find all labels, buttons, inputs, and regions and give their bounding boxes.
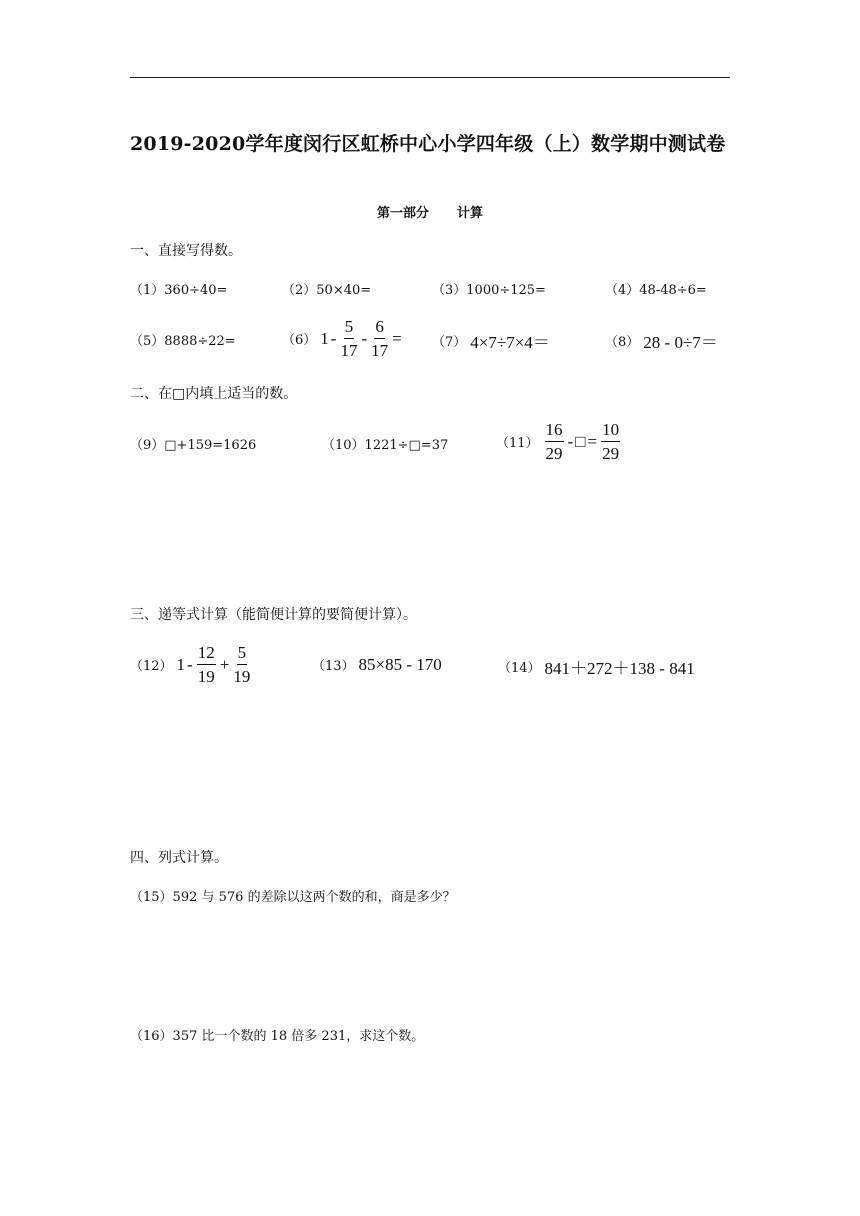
part-heading: [0, 202, 860, 221]
question-11: [496, 421, 622, 462]
question-4: （4）48-48÷6=: [605, 283, 707, 298]
section-1-heading: 一、直接写得数。: [130, 243, 242, 259]
q12-f1-denominator: 19: [197, 667, 215, 686]
question-16: （16）357 比一个数的 18 倍多 231，求这个数。: [130, 1029, 425, 1044]
question-13: [312, 654, 442, 675]
question-6-label: （6）: [282, 333, 317, 348]
q12-plus: +: [219, 654, 230, 674]
q11-f2-denominator: 29: [602, 444, 620, 463]
part-name: 计算: [457, 206, 484, 221]
question-8-label: （8）: [605, 335, 640, 350]
q6-minus-2: -: [361, 328, 368, 348]
q6-f2-denominator: 17: [371, 341, 389, 360]
q12-f2-numerator: 5: [237, 644, 248, 665]
question-7-label: （7）: [432, 335, 467, 350]
q6-f1-denominator: 17: [340, 341, 358, 360]
q12-f1-numerator: 12: [197, 644, 216, 665]
q12-fraction-2: [233, 644, 250, 685]
q11-f1-numerator: 16: [545, 421, 564, 442]
q6-whole: 1: [320, 328, 329, 348]
q12-f2-denominator: 19: [233, 667, 251, 686]
q6-f1-numerator: 5: [344, 318, 355, 339]
q11-equals: =: [587, 431, 598, 451]
q12-whole: 1: [176, 654, 186, 674]
q13-expression: 85×85 - 170: [358, 654, 442, 674]
question-9: （9）□+159=1626: [130, 438, 257, 453]
question-5: （5）8888÷22=: [130, 334, 236, 349]
header-rule: [130, 77, 730, 78]
q11-blank-box: □: [575, 431, 586, 451]
question-15: （15）592 与 576 的差除以这两个数的和，商是多少？: [130, 890, 456, 905]
question-2: （2）50×40=: [282, 283, 372, 298]
q6-fraction-2: [371, 318, 388, 359]
question-11-label: （11）: [496, 436, 539, 451]
section-4-heading: 四、列式计算。: [130, 850, 228, 866]
section-3-heading: 三、递等式计算（能简便计算的要简便计算）。: [130, 607, 417, 623]
question-14-label: （14）: [498, 661, 541, 676]
section-2-heading: 二、在□内填上适当的数。: [130, 386, 298, 402]
q14-expression: 841＋272＋138 - 841: [544, 659, 695, 678]
question-7: [432, 328, 550, 353]
q12-minus: -: [187, 654, 193, 674]
question-6: [282, 318, 404, 359]
q6-equals: =: [392, 328, 402, 348]
q11-fraction-2: [601, 421, 620, 462]
q7-expression: 4×7÷7×4＝: [470, 333, 550, 352]
question-10: （10）1221÷□=37: [322, 438, 449, 453]
question-12-label: （12）: [130, 659, 173, 674]
q11-minus: -: [567, 431, 574, 451]
q6-minus-1: -: [330, 328, 337, 348]
q6-fraction-1: [340, 318, 357, 359]
q11-f2-numerator: 10: [601, 421, 620, 442]
q11-fraction-1: [545, 421, 564, 462]
question-1: （1）360÷40=: [130, 283, 228, 298]
question-13-label: （13）: [312, 659, 355, 674]
page-title: 2019-2020学年度闵行区虹桥中心小学四年级（上）数学期中测试卷: [130, 133, 726, 155]
q12-fraction-1: [197, 644, 216, 685]
question-12: [130, 644, 252, 685]
question-8: [605, 328, 718, 353]
q6-f2-numerator: 6: [374, 318, 385, 339]
question-14: [498, 654, 695, 679]
q8-expression: 28 - 0÷7＝: [643, 333, 718, 352]
question-3: （3）1000÷125=: [432, 283, 546, 298]
q11-f1-denominator: 29: [545, 444, 563, 463]
part-number: 第一部分: [376, 206, 429, 221]
